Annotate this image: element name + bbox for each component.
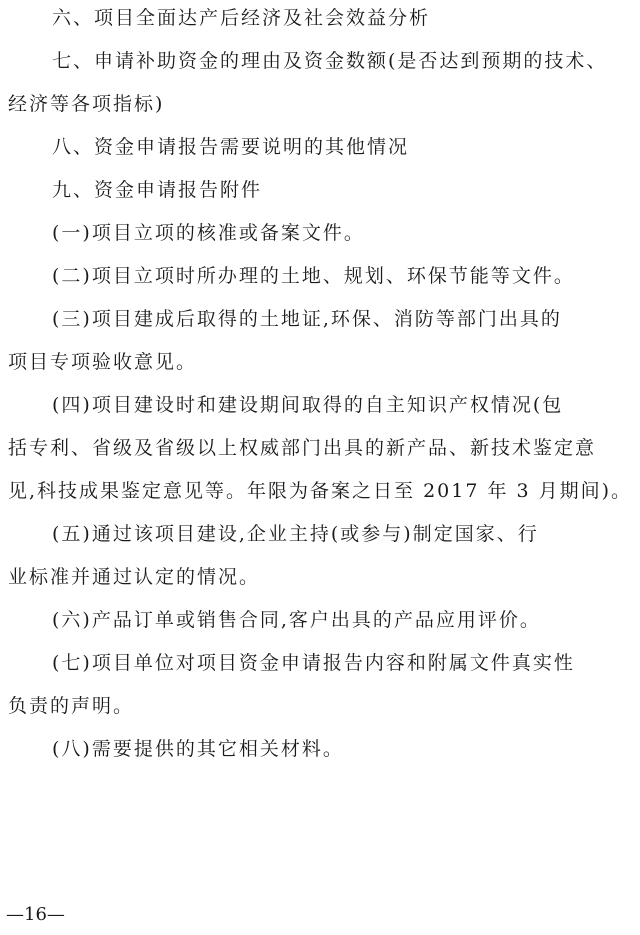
- attachment-item-7-continuation: 负责的声明。: [8, 695, 135, 717]
- section-7-heading: 七、申请补助资金的理由及资金数额(是否达到预期的技术、: [52, 50, 608, 72]
- attachment-item-5: (五)通过该项目建设,企业主持(或参与)制定国家、行: [52, 523, 539, 545]
- attachment-item-3: (三)项目建成后取得的土地证,环保、消防等部门出具的: [52, 308, 562, 330]
- attachment-item-7: (七)项目单位对项目资金申请报告内容和附属文件真实性: [52, 652, 575, 674]
- attachment-item-3-continuation: 项目专项验收意见。: [8, 351, 198, 373]
- attachment-item-5-continuation: 业标准并通过认定的情况。: [8, 566, 261, 588]
- attachment-item-4-continuation-2: 见,科技成果鉴定意见等。年限为备案之日至 2017 年 3 月期间)。: [8, 480, 633, 502]
- section-8-heading: 八、资金申请报告需要说明的其他情况: [52, 136, 410, 158]
- section-9-heading: 九、资金申请报告附件: [52, 179, 263, 201]
- attachment-item-4: (四)项目建设时和建设期间取得的自主知识产权情况(包: [52, 394, 564, 416]
- attachment-item-2: (二)项目立项时所办理的土地、规划、环保节能等文件。: [52, 265, 575, 287]
- attachment-item-8: (八)需要提供的其它相关材料。: [52, 738, 344, 760]
- section-6-heading: 六、项目全面达产后经济及社会效益分析: [52, 7, 431, 29]
- attachment-item-6: (六)产品订单或销售合同,客户出具的产品应用评价。: [52, 609, 541, 631]
- page-number: —16—: [6, 904, 65, 925]
- attachment-item-4-continuation-1: 括专利、省级及省级以上权威部门出具的新产品、新技术鉴定意: [8, 437, 597, 459]
- section-7-continuation: 经济等各项指标): [8, 93, 165, 115]
- attachment-item-1: (一)项目立项的核准或备案文件。: [52, 222, 365, 244]
